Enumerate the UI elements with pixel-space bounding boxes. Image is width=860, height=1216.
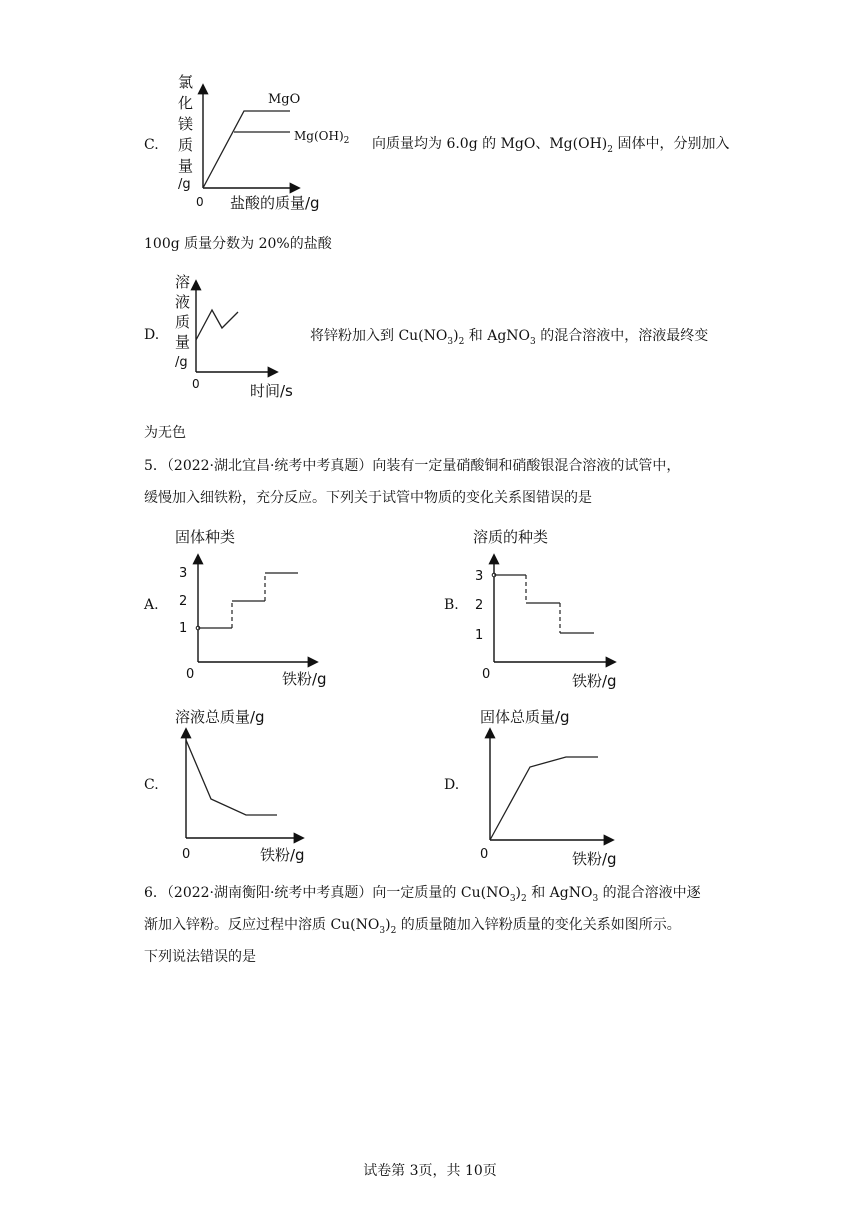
chart-title: 固体总质量/g bbox=[480, 708, 570, 726]
y-tick: 1 bbox=[179, 621, 188, 636]
series-mgo bbox=[203, 111, 290, 188]
ylabel-char: 质 bbox=[175, 313, 191, 331]
q5-option-a-label: A. bbox=[144, 597, 159, 613]
origin-label: 0 bbox=[482, 667, 491, 682]
origin-label: 0 bbox=[182, 847, 191, 862]
x-axis-label: 盐酸的质量/g bbox=[230, 194, 320, 212]
x-axis-label: 铁粉/g bbox=[260, 846, 305, 864]
q6-stem-line2: 渐加入锌粉。反应过程中溶质 $Cu(NO_3)_2$ 的质量随加入锌粉质量的变化关系如图所示。 bbox=[144, 917, 681, 936]
series-solution-mass bbox=[196, 310, 238, 340]
origin-label: 0 bbox=[186, 667, 195, 682]
option-c-label: C. bbox=[144, 137, 159, 153]
chart-title: 溶质的种类 bbox=[473, 528, 549, 546]
chart-5c bbox=[170, 700, 340, 870]
ylabel-char: 氯 bbox=[178, 73, 194, 91]
chart-5b bbox=[468, 522, 638, 692]
x-axis-label: 铁粉/g bbox=[572, 850, 617, 868]
q6-stem-line3: 下列说法错误的是 bbox=[144, 949, 256, 965]
page-footer: 试卷第 3页，共 10页 bbox=[363, 1163, 497, 1179]
q6-stem-line1: 6．（2022·湖南衡阳·统考中考真题）向一定质量的 $Cu(NO_3)_2$ 和 AgNO$_3$ 的混合溶液中逐 bbox=[144, 885, 701, 904]
option-c-text-cont: 100g 质量分数为 20%的盐酸 bbox=[144, 236, 332, 252]
y-unit: /g bbox=[175, 355, 188, 370]
ylabel-char: 镁 bbox=[178, 115, 194, 133]
q5-option-b-label: B. bbox=[444, 597, 459, 613]
series-label-mgoh2: $Mg(OH)_2$ bbox=[294, 129, 350, 146]
series-solid-total-mass bbox=[490, 757, 598, 840]
option-d-text-cont: 为无色 bbox=[144, 425, 186, 441]
series-solution-total-mass bbox=[186, 740, 277, 815]
y-tick: 1 bbox=[475, 628, 484, 643]
ylabel-char: 量 bbox=[178, 157, 194, 175]
chart-4c bbox=[170, 70, 360, 220]
ylabel-char: 溶 bbox=[175, 273, 191, 291]
y-tick: 2 bbox=[475, 598, 484, 613]
y-tick: 2 bbox=[179, 594, 188, 609]
origin-label: 0 bbox=[480, 847, 489, 862]
chart-5a bbox=[170, 522, 340, 692]
chart-4d bbox=[170, 270, 320, 405]
option-d-label: D. bbox=[144, 327, 160, 343]
y-tick: 3 bbox=[179, 566, 188, 581]
x-axis-label: 铁粉/g bbox=[572, 672, 617, 690]
q5-option-d-label: D. bbox=[444, 777, 460, 793]
ylabel-char: 液 bbox=[175, 293, 191, 311]
chart-title: 溶液总质量/g bbox=[175, 708, 265, 726]
ylabel-char: 化 bbox=[178, 94, 194, 112]
ylabel-char: 量 bbox=[175, 333, 191, 351]
series-label-mgo: MgO bbox=[268, 92, 301, 107]
origin-label: 0 bbox=[196, 195, 204, 209]
y-tick: 3 bbox=[475, 569, 484, 584]
q5-stem-line2: 缓慢加入细铁粉，充分反应。下列关于试管中物质的变化关系图错误的是 bbox=[144, 490, 592, 506]
ylabel-char: 质 bbox=[178, 136, 194, 154]
origin-label: 0 bbox=[192, 377, 200, 391]
x-axis-label: 时间/s bbox=[250, 382, 293, 400]
q5-option-c-label: C. bbox=[144, 777, 159, 793]
q5-stem-line1: 5．（2022·湖北宜昌·统考中考真题）向装有一定量硝酸铜和硝酸银混合溶液的试管中， bbox=[144, 458, 681, 474]
y-unit: /g bbox=[178, 177, 191, 192]
option-d-text: 将锌粉加入到 $Cu(NO_3)_2$ 和 AgNO$_3$ 的混合溶液中，溶液最终变 bbox=[310, 328, 709, 347]
chart-5d bbox=[470, 700, 640, 875]
x-axis-label: 铁粉/g bbox=[282, 670, 327, 688]
option-c-text: 向质量均为 6.0g 的 MgO、$Mg(OH)_2$ 固体中，分别加入 bbox=[372, 136, 730, 155]
chart-title: 固体种类 bbox=[175, 528, 236, 546]
